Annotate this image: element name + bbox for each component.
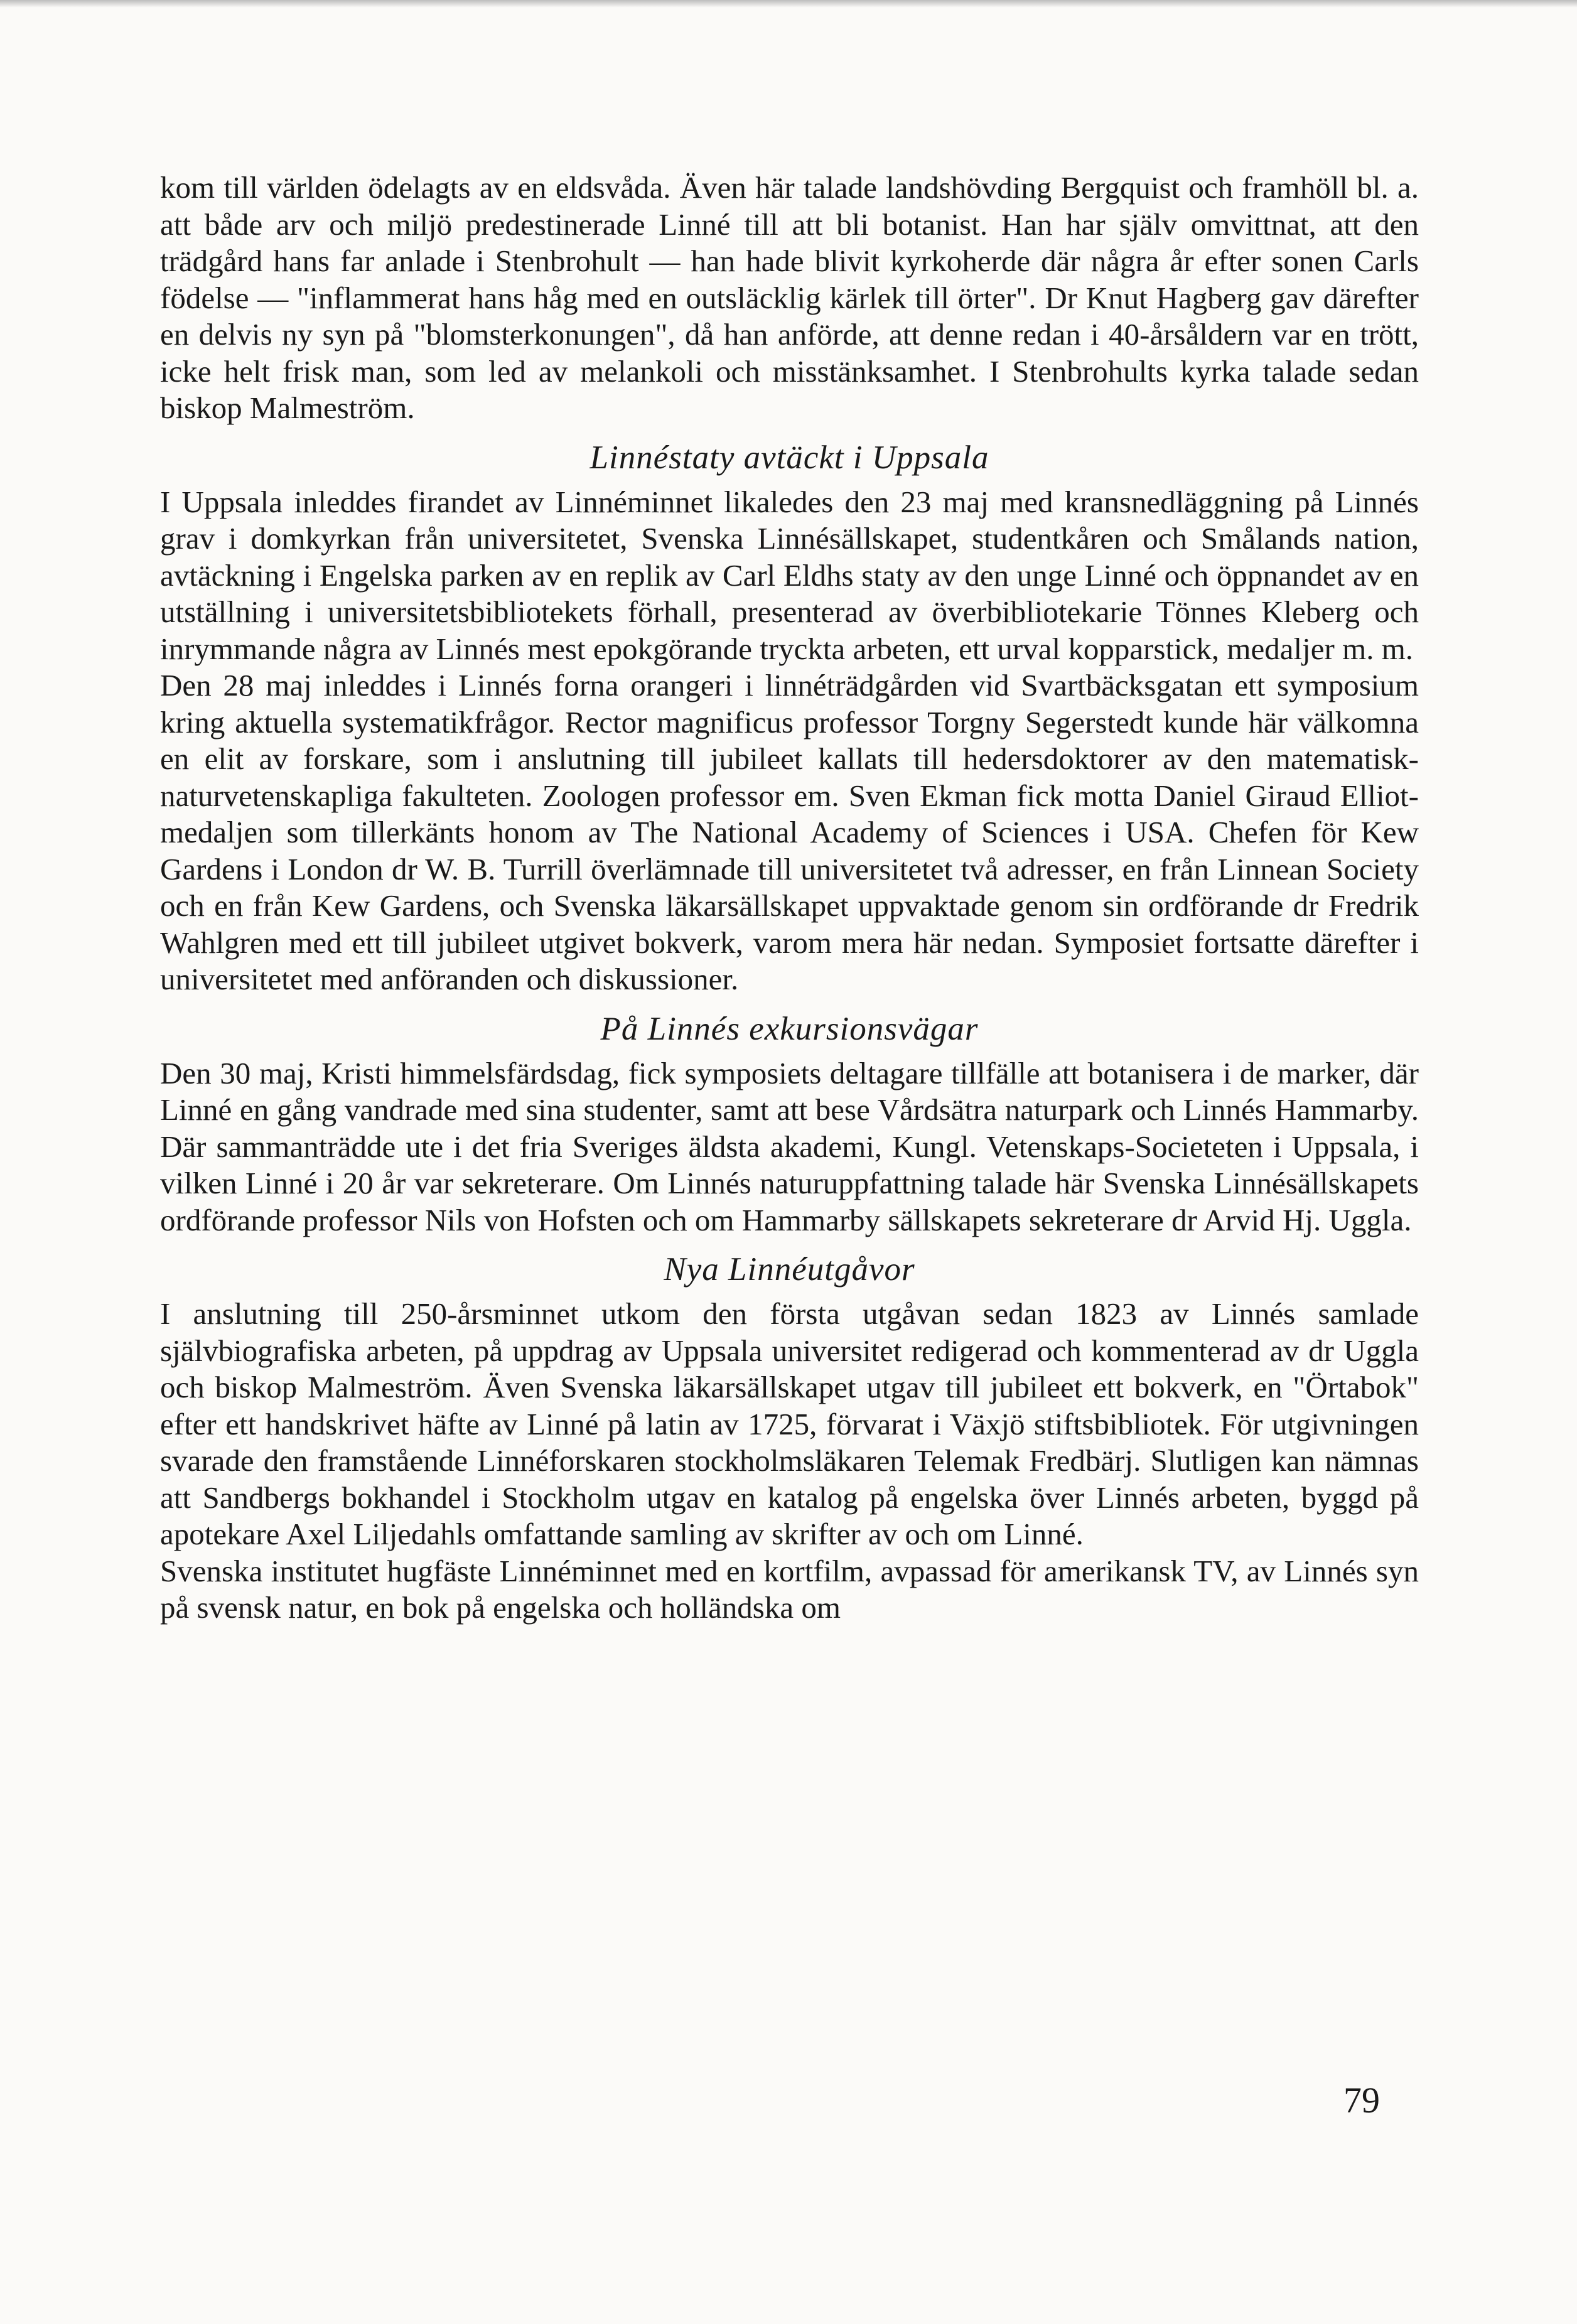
- section-heading-linnestaty: Linnéstaty avtäckt i Uppsala: [589, 439, 989, 476]
- scan-edge-shadow: [0, 0, 1577, 8]
- paragraph-exkursion: Den 30 maj, Kristi himmelsfärdsdag, fick symposiets deltagare tillfälle att botanisera i de marker, där Linné en gång vandrade med sina studenter, samt att bese Vårdsätra naturpark och Linnés Hammarby. Där sammanträdde ute i det fria Sveriges äldsta akademi, Kungl. Vetenskaps-Societeten i Uppsala, i vilken Linné i 20 år var sekreterare. Om Linnés naturuppfattning talade här Svenska Linnésällskapets ordförande professor Nils von Hofsten och om Hammarby sällskapets sekreterare dr Arvid Hj. Uggla.: [160, 1055, 1419, 1237]
- section-heading-exkursionsvagar: På Linnés exkursionsvägar: [600, 1010, 979, 1047]
- page-number: 79: [1343, 2080, 1380, 2121]
- section-heading-linneutgavor: Nya Linnéutgåvor: [664, 1251, 915, 1288]
- article-body: [160, 169, 1419, 1627]
- paragraph-symposium: Den 28 maj inleddes i Linnés forna orangeri i linnéträdgården vid Svartbäcksgatan ett symposium kring aktuella systematikfrågor. Rector magnificus professor Torgny Segerstedt kunde här välkomna en elit av forskare, som i anslutning till jubileet kallats till hedersdoktorer av den matematisk-naturvetenskapliga fakulteten. Zoologen professor em. Sven Ekman fick motta Daniel Giraud Elliot-medaljen som tillerkänts honom av The National Academy of Sciences i USA. Chefen för Kew Gardens i London dr W. B. Turrill överlämnade till universitetet två adresser, en från Linnean Society och en från Kew Gardens, och Svenska läkarsällskapet uppvaktade genom sin ordförande dr Fredrik Wahlgren med ett till jubileet utgivet bokverk, varom mera här nedan. Symposiet fortsatte därefter i universitetet med anföranden och diskussioner.: [160, 668, 1419, 996]
- intro-paragraph: kom till världen ödelagts av en eldsvåda. Även här talade landshövding Bergquist och framhöll bl. a. att både arv och miljö predestinerade Linné till att bli botanist. Han har själv omvittnat, att den trädgård hans far anlade i Stenbrohult — han hade blivit kyrkoherde där några år efter sonen Carls födelse — "inflammerat hans håg med en outsläcklig kärlek till örter". Dr Knut Hagberg gav därefter en delvis ny syn på "blomsterkonungen", då han anförde, att denne redan i 40-årsåldern var en trött, icke helt frisk man, som led av melankoli och misstänksamhet. I Stenbrohults kyrka talade sedan biskop Malmeström.: [160, 170, 1419, 425]
- paragraph-utgavor: I anslutning till 250-årsminnet utkom den första utgåvan sedan 1823 av Linnés samlade självbiografiska arbeten, på uppdrag av Uppsala universitet redigerad och kommenterad av dr Uggla och biskop Malmeström. Även Svenska läkarsällskapet utgav till jubileet ett bokverk, en "Örtabok" efter ett handskrivet häfte av Linné på latin av 1725, förvarat i Växjö stiftsbibliotek. För utgivningen svarade den framstående Linnéforskaren stockholmsläkaren Telemak Fredbärj. Slutligen kan nämnas att Sandbergs bokhandel i Stockholm utgav en katalog på engelska över Linnés arbeten, byggd på apotekare Axel Liljedahls omfattande samling av skrifter av och om Linné.: [160, 1296, 1419, 1551]
- paragraph-uppsala-firande: I Uppsala inleddes firandet av Linnéminnet likaledes den 23 maj med kransnedläggning på Linnés grav i domkyrkan från universitetet, Svenska Linnésällskapet, studentkåren och Smålands nation, avtäckning i Engelska parken av en replik av Carl Eldhs staty av den unge Linné och öppnandet av en utställning i universitetsbibliotekets förhall, presenterad av överbibliotekarie Tönnes Kleberg och inrymmande några av Linnés mest epokgörande tryckta arbeten, ett urval kopparstick, medaljer m. m.: [160, 484, 1419, 666]
- paragraph-svenska-institutet: Svenska institutet hugfäste Linnéminnet med en kortfilm, avpassad för amerikansk TV, av Linnés syn på svensk natur, en bok på engelska och holländska om: [160, 1553, 1419, 1625]
